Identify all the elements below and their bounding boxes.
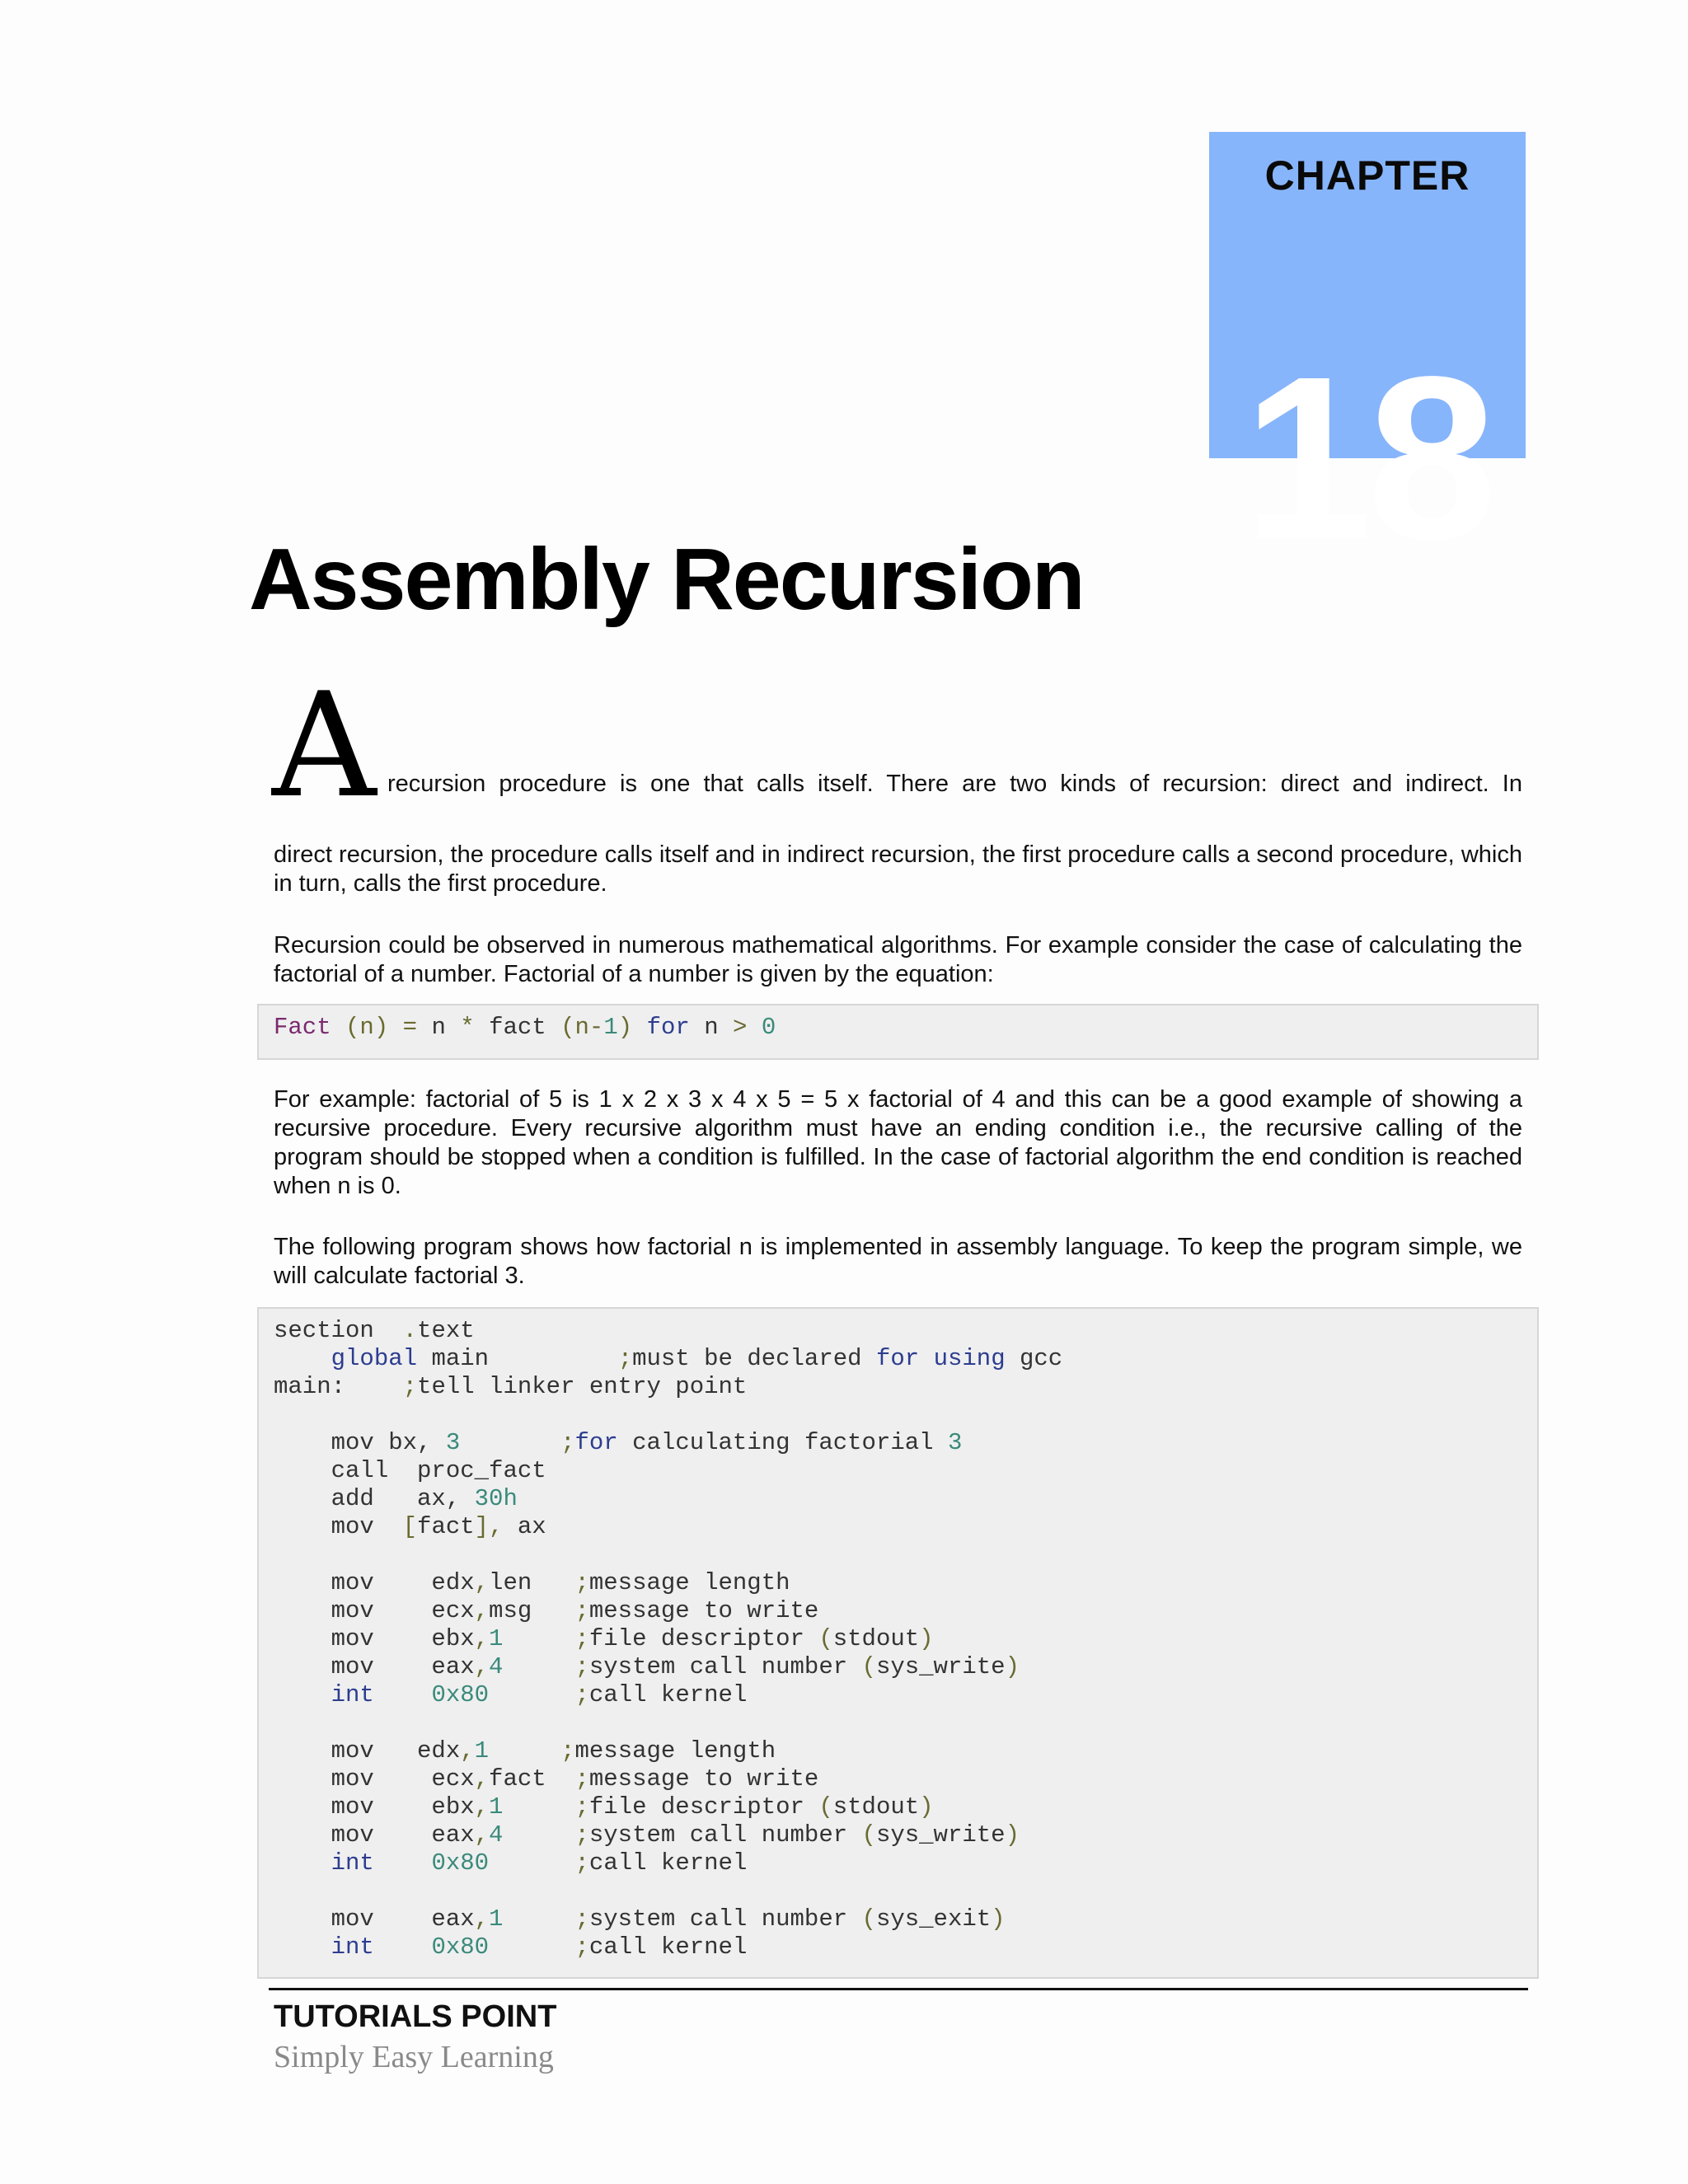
- intro-lead-line: recursion procedure is one that calls itself. There are two kinds of recursion: direct and indirect. In: [387, 771, 1522, 797]
- eq-gt: >: [733, 1014, 748, 1041]
- equation-code-box: [257, 1004, 1539, 1060]
- intro-continuation: direct recursion, the procedure calls itself and in indirect recursion, the first procedure calls a second procedure, which in turn, calls the first procedure.: [274, 841, 1522, 897]
- eq-star: *: [460, 1014, 475, 1041]
- drop-cap: A: [272, 663, 377, 830]
- eq-fact-lower: fact: [489, 1014, 546, 1041]
- paragraph-program-intro: The following program shows how factorial n is implemented in assembly language. To keep the program simple, we will calculate factorial 3.: [274, 1234, 1522, 1289]
- eq-n: n: [431, 1014, 446, 1041]
- chapter-number: 18: [1243, 328, 1492, 588]
- chapter-badge: [1209, 132, 1526, 588]
- paragraph-recursion-math: Recursion could be observed in numerous mathematical algorithms. For example consider the case of calculating the factorial of a number. Factorial of a number is given by the equation:: [274, 932, 1522, 987]
- paragraph-factorial-example: For example: factorial of 5 is 1 x 2 x 3 x 4 x 5 = 5 x factorial of 4 and this can be a good example of showing a recursive procedure. Every recursive algorithm must have an ending condition i.e., the recursive calling of the program should be stopped when a condition is fulfilled. In the case of factorial algorithm the end condition is reached when n is 0.: [274, 1086, 1522, 1199]
- footer-divider: [269, 1988, 1528, 1990]
- eq-for: for: [646, 1014, 690, 1041]
- eq-one: 1: [603, 1014, 618, 1041]
- eq-fact: Fact: [274, 1014, 331, 1041]
- eq-zero: 0: [761, 1014, 776, 1041]
- chapter-label: CHAPTER: [1264, 152, 1470, 199]
- footer-tagline: Simply Easy Learning: [274, 2040, 554, 2074]
- eq-n-paren: (n): [345, 1014, 389, 1041]
- eq-n2: n: [704, 1014, 719, 1041]
- eq-close: ): [617, 1014, 633, 1041]
- assembly-code-box: section .text global main ;must be declared for using gcc main: ;tell linker entry point mov bx, 3 ;for calculating factorial 3 call proc_fact add ax, 30h mov [fact], ax mov edx,len ;message length mov ecx,msg ;message to write mov ebx,1 ;file descriptor (stdout) mov eax,4 ;system call number (sys_write) int 0x80 ;call kernel mov edx,1 ;message length mov ecx,fact ;message to write mov ebx,1 ;file descriptor (stdout) mov eax,4 ;system call number (sys_write) int 0x80 ;call kernel mov eax,1 ;system call number (sys_exit) int 0x80 ;call kernel: [257, 1307, 1539, 1979]
- eq-equals: =: [402, 1014, 418, 1041]
- footer-brand: TUTORIALS POINT: [274, 1999, 557, 2034]
- eq-n-minus: (n-: [560, 1014, 604, 1041]
- page-title: Assembly Recursion: [249, 531, 1084, 628]
